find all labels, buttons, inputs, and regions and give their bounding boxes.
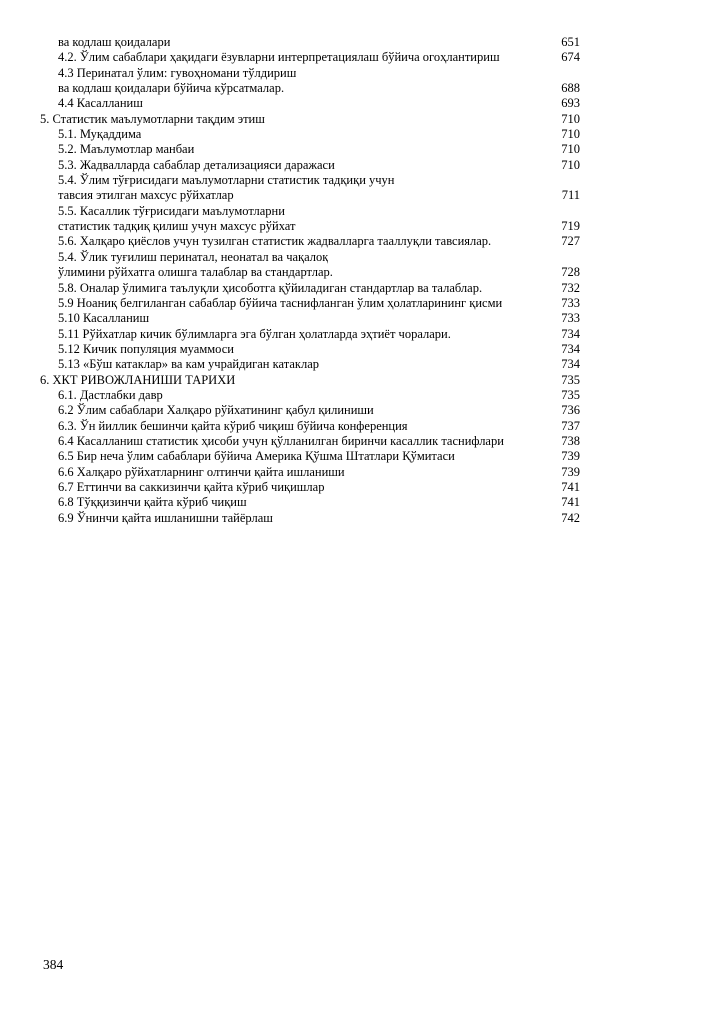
toc-entry-title: 6.9 Ўнинчи қайта ишланишни тайёрлаш <box>58 510 273 525</box>
toc-entry-page: 739 <box>561 464 580 479</box>
toc-entry-title: 6.1. Дастлабки давр <box>58 387 163 402</box>
toc-entry-title: 5.11 Рўйхатлар кичик бўлимларга эга бўлган ҳолатларда эҳтиёт чоралари. <box>58 326 451 341</box>
toc-entry-title: ва кодлаш қоидалари бўйича кўрсатмалар. <box>58 81 285 96</box>
toc-entry-page: 742 <box>561 510 580 525</box>
toc-entry <box>40 373 580 388</box>
toc-entry-page: 738 <box>561 433 580 448</box>
toc-entry-page: 693 <box>561 96 580 111</box>
table-of-contents <box>40 35 580 526</box>
toc-entry-title: 6.8 Тўққизинчи қайта кўриб чиқиш <box>58 495 247 510</box>
toc-entry-page: 735 <box>561 372 580 387</box>
toc-entry <box>40 250 580 265</box>
toc-entry <box>40 234 580 249</box>
toc-entry <box>40 342 580 357</box>
toc-entry-title: 5. Статистик маълумотларни тақдим этиш <box>40 111 265 126</box>
toc-entry-title: 4.3 Перинатал ўлим: гувоҳномани тўлдириш <box>58 65 297 80</box>
toc-entry-title: 6.3. Ўн йиллик бешинчи қайта кўриб чиқиш бўйича конференция <box>58 418 408 433</box>
toc-entry-title: 5.9 Ноаниқ белгиланган сабаблар бўйича таснифланган ўлим ҳолатларининг қисми <box>58 295 503 310</box>
toc-entry-title: 6. ХКТ РИВОЖЛАНИШИ ТАРИХИ <box>40 372 236 387</box>
toc-entry <box>40 204 580 219</box>
toc-entry-page: 710 <box>561 127 580 142</box>
toc-entry-title: 6.5 Бир неча ўлим сабаблари бўйича Америка Қўшма Штатлари Қўмитаси <box>58 449 455 464</box>
toc-entry <box>40 480 580 495</box>
toc-entry-title: 6.6 Халқаро рўйхатларнинг олтинчи қайта ишланиши <box>58 464 345 479</box>
toc-entry-title: 6.2 Ўлим сабаблари Халқаро рўйхатининг қабул қилиниши <box>58 403 374 418</box>
toc-entry <box>40 219 580 234</box>
toc-entry-page: 710 <box>561 111 580 126</box>
toc-entry <box>40 403 580 418</box>
toc-entry-page: 688 <box>561 81 580 96</box>
toc-entry <box>40 388 580 403</box>
toc-entry-page: 674 <box>561 50 580 65</box>
toc-entry <box>40 434 580 449</box>
toc-entry <box>40 96 580 111</box>
toc-entry-page: 728 <box>561 265 580 280</box>
toc-entry-page: 711 <box>561 188 580 203</box>
toc-entry-page: 732 <box>561 280 580 295</box>
toc-entry-title: 6.4 Касалланиш статистик ҳисоби учун қўлланилган биринчи касаллик таснифлари <box>58 433 504 448</box>
toc-entry <box>40 127 580 142</box>
toc-entry-title: 4.2. Ўлим сабаблари ҳақидаги ёзувларни интерпретациялаш бўйича огоҳлантириш <box>58 50 500 65</box>
toc-entry-page: 710 <box>561 157 580 172</box>
toc-entry-page: 735 <box>561 387 580 402</box>
toc-entry-title: ўлимини рўйхатга олишга талаблар ва стандартлар. <box>58 265 333 280</box>
toc-entry-title: 6.7 Еттинчи ва саккизинчи қайта кўриб чиқишлар <box>58 479 325 494</box>
toc-entry-page: 733 <box>561 295 580 310</box>
toc-entry <box>40 142 580 157</box>
toc-entry <box>40 50 580 65</box>
toc-entry-page: 734 <box>561 357 580 372</box>
toc-entry-page: 651 <box>561 35 580 49</box>
toc-entry-page: 710 <box>561 142 580 157</box>
toc-entry-title: 5.10 Касалланиш <box>58 311 150 326</box>
page-number: 384 <box>43 957 64 972</box>
toc-entry-page: 734 <box>561 341 580 356</box>
toc-entry <box>40 81 580 96</box>
toc-entry <box>40 296 580 311</box>
toc-entry <box>40 112 580 127</box>
toc-entry-title: 5.13 «Бўш катаклар» ва кам учрайдиган катаклар <box>58 357 320 372</box>
toc-entry <box>40 327 580 342</box>
toc-entry-title: 5.6. Халқаро қиёслов учун тузилган статистик жадвалларга тааллуқли тавсиялар. <box>58 234 492 249</box>
toc-entry <box>40 66 580 81</box>
toc-entry <box>40 35 580 50</box>
toc-entry-title: ва кодлаш қоидалари <box>58 35 171 49</box>
toc-entry <box>40 419 580 434</box>
toc-entry-page: 733 <box>561 311 580 326</box>
toc-entry-page: 719 <box>561 219 580 234</box>
toc-entry-page: 741 <box>561 479 580 494</box>
toc-entry-page: 727 <box>561 234 580 249</box>
toc-entry <box>40 173 580 188</box>
toc-entry-title: 5.2. Маълумотлар манбаи <box>58 142 195 157</box>
toc-entry-title: 5.1. Муқаддима <box>58 127 142 142</box>
toc-entry-title: 4.4 Касалланиш <box>58 96 143 111</box>
toc-entry <box>40 511 580 526</box>
toc-entry-title: 5.5. Касаллик тўғрисидаги маълумотларни <box>58 203 285 218</box>
toc-entry-title: 5.12 Кичик популяция муаммоси <box>58 341 234 356</box>
toc-entry <box>40 311 580 326</box>
toc-entry-title: 5.3. Жадвалларда сабаблар детализацияси даражаси <box>58 157 335 172</box>
toc-entry <box>40 357 580 372</box>
toc-entry-page: 736 <box>561 403 580 418</box>
toc-entry-title: тавсия этилган махсус рўйхатлар <box>58 188 234 203</box>
toc-entry-page: 734 <box>561 326 580 341</box>
toc-entry <box>40 281 580 296</box>
toc-entry-title: 5.4. Ўлик туғилиш перинатал, неонатал ва чақалоқ <box>58 249 329 264</box>
toc-entry <box>40 495 580 510</box>
toc-entry <box>40 188 580 203</box>
toc-entry <box>40 449 580 464</box>
toc-entry-title: 5.8. Оналар ўлимига таълуқли ҳисоботга қўйиладиган стандартлар ва талаблар. <box>58 280 483 295</box>
toc-entry-page: 739 <box>561 449 580 464</box>
toc-entry-page: 741 <box>561 495 580 510</box>
toc-entry <box>40 465 580 480</box>
toc-entry <box>40 265 580 280</box>
toc-entry-page: 737 <box>561 418 580 433</box>
toc-entry-title: 5.4. Ўлим тўғрисидаги маълумотларни статистик тадқиқи учун <box>58 173 395 188</box>
toc-entry-title: статистик тадқиқ қилиш учун махсус рўйхат <box>58 219 296 234</box>
toc-entry <box>40 158 580 173</box>
